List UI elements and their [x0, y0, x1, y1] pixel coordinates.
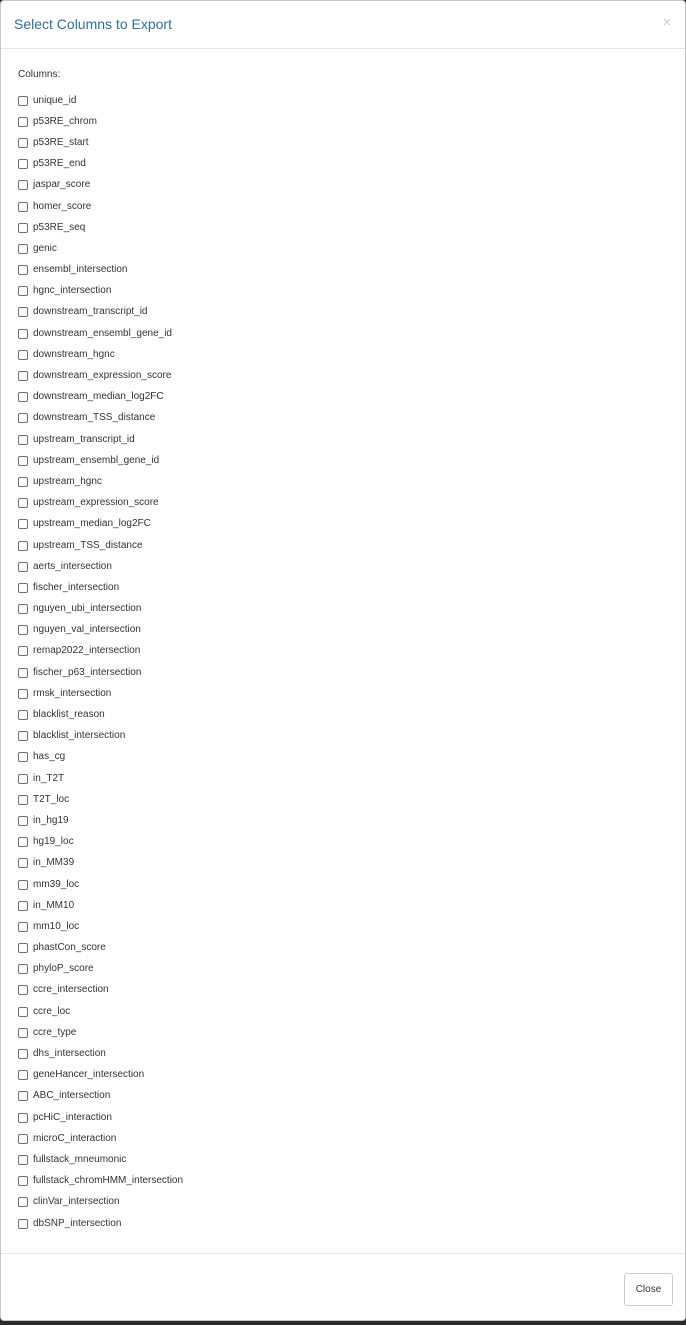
column-option[interactable]: [18, 662, 183, 683]
column-label: downstream_TSS_distance: [33, 412, 156, 424]
column-checkbox[interactable]: [18, 964, 28, 974]
column-option[interactable]: [18, 747, 183, 768]
column-label: nguyen_val_intersection: [33, 624, 141, 636]
column-option[interactable]: [18, 471, 183, 492]
modal-header: [1, 1, 685, 49]
column-checkbox[interactable]: [18, 689, 28, 699]
close-button[interactable]: Close: [624, 1273, 673, 1306]
column-label: in_MM10: [33, 899, 75, 911]
column-label: fullstack_mneumonic: [33, 1153, 127, 1165]
column-checkbox[interactable]: [18, 329, 28, 339]
column-checkbox[interactable]: [18, 202, 28, 212]
column-checkbox[interactable]: [18, 943, 28, 953]
column-option[interactable]: [18, 111, 183, 132]
column-label: ABC_intersection: [33, 1090, 111, 1102]
column-option[interactable]: [18, 90, 183, 111]
column-option[interactable]: [18, 302, 183, 323]
column-option[interactable]: [18, 281, 183, 302]
column-checkbox[interactable]: [18, 1007, 28, 1017]
column-option[interactable]: [18, 853, 183, 874]
column-option[interactable]: [18, 450, 183, 471]
column-checkbox[interactable]: [18, 837, 28, 847]
column-label: nguyen_ubi_intersection: [33, 603, 142, 615]
column-checkbox[interactable]: [18, 413, 28, 423]
column-label: fischer_intersection: [33, 581, 120, 593]
column-label: downstream_median_log2FC: [33, 391, 164, 403]
column-option[interactable]: [18, 577, 183, 598]
columns-label: Columns:: [18, 69, 61, 80]
column-option[interactable]: [18, 789, 183, 810]
column-option[interactable]: [18, 1086, 183, 1107]
column-option[interactable]: [18, 916, 183, 937]
column-checkbox[interactable]: [18, 710, 28, 720]
column-label: downstream_hgnc: [33, 348, 115, 360]
column-checkbox[interactable]: [18, 625, 28, 635]
column-checkbox[interactable]: [18, 159, 28, 169]
column-label: pcHiC_interaction: [33, 1111, 112, 1123]
column-checkbox[interactable]: [18, 816, 28, 826]
column-option[interactable]: [18, 641, 183, 662]
column-option[interactable]: [18, 599, 183, 620]
column-label: dbSNP_intersection: [33, 1217, 122, 1229]
column-checkbox[interactable]: [18, 371, 28, 381]
column-checkbox[interactable]: [18, 985, 28, 995]
column-label: microC_interaction: [33, 1132, 117, 1144]
column-label: fischer_p63_intersection: [33, 666, 142, 678]
column-checkbox[interactable]: [18, 477, 28, 487]
column-label: fullstack_chromHMM_intersection: [33, 1175, 184, 1187]
column-checkbox[interactable]: [18, 795, 28, 805]
column-option[interactable]: [18, 493, 183, 514]
column-checkbox[interactable]: [18, 562, 28, 572]
column-label: hg19_loc: [33, 836, 74, 848]
column-option[interactable]: [18, 365, 183, 386]
column-checkbox[interactable]: [18, 1197, 28, 1207]
column-label: homer_score: [33, 200, 92, 212]
column-label: blacklist_intersection: [33, 730, 126, 742]
column-option[interactable]: [18, 1171, 183, 1192]
column-option[interactable]: [18, 620, 183, 641]
column-label: T2T_loc: [33, 793, 70, 805]
column-label: blacklist_reason: [33, 709, 105, 721]
column-option[interactable]: [18, 1128, 183, 1149]
column-checkbox[interactable]: [18, 901, 28, 911]
column-option[interactable]: [18, 683, 183, 704]
column-label: upstream_median_log2FC: [33, 518, 151, 530]
column-checkbox[interactable]: [18, 752, 28, 762]
close-icon[interactable]: ×: [662, 14, 672, 31]
column-option[interactable]: [18, 196, 183, 217]
column-checkbox[interactable]: [18, 1134, 28, 1144]
column-label: upstream_expression_score: [33, 497, 159, 509]
column-checkbox[interactable]: [18, 774, 28, 784]
column-label: in_T2T: [33, 772, 65, 784]
column-checkbox[interactable]: [18, 456, 28, 466]
column-option[interactable]: [18, 154, 183, 175]
column-label: jaspar_score: [33, 179, 91, 191]
column-option[interactable]: [18, 726, 183, 747]
column-checkbox[interactable]: [18, 435, 28, 445]
column-checkbox[interactable]: [18, 1176, 28, 1186]
column-label: clinVar_intersection: [33, 1196, 120, 1208]
column-option[interactable]: [18, 768, 183, 789]
column-option[interactable]: [18, 1001, 183, 1022]
column-list: [18, 90, 183, 1234]
column-option[interactable]: [18, 408, 183, 429]
column-option[interactable]: [18, 1022, 183, 1043]
column-option[interactable]: [18, 556, 183, 577]
column-option[interactable]: [18, 429, 183, 450]
modal-title: Select Columns to Export: [14, 16, 172, 32]
column-option[interactable]: [18, 132, 183, 153]
column-checkbox[interactable]: [18, 880, 28, 890]
column-option[interactable]: [18, 387, 183, 408]
column-option[interactable]: [18, 260, 183, 281]
column-option[interactable]: [18, 1065, 183, 1086]
column-label: has_cg: [33, 751, 66, 763]
column-checkbox[interactable]: [18, 96, 28, 106]
column-option[interactable]: [18, 323, 183, 344]
column-option[interactable]: [18, 1149, 183, 1170]
column-label: genic: [33, 242, 57, 254]
column-label: ccre_intersection: [33, 984, 109, 996]
column-option[interactable]: [18, 959, 183, 980]
modal-body: [1, 49, 685, 1253]
column-label: in_hg19: [33, 814, 69, 826]
column-checkbox[interactable]: [18, 392, 28, 402]
column-option[interactable]: [18, 874, 183, 895]
column-option[interactable]: [18, 175, 183, 196]
column-checkbox[interactable]: [18, 117, 28, 127]
column-checkbox[interactable]: [18, 498, 28, 508]
column-option[interactable]: [18, 344, 183, 365]
column-label: downstream_transcript_id: [33, 306, 148, 318]
column-option[interactable]: [18, 832, 183, 853]
column-checkbox[interactable]: [18, 1028, 28, 1038]
column-label: mm10_loc: [33, 920, 80, 932]
column-label: geneHancer_intersection: [33, 1069, 145, 1081]
column-option[interactable]: [18, 217, 183, 238]
column-option[interactable]: [18, 1107, 183, 1128]
column-option[interactable]: [18, 535, 183, 556]
column-option[interactable]: [18, 1043, 183, 1064]
column-option[interactable]: [18, 895, 183, 916]
column-option[interactable]: [18, 514, 183, 535]
column-label: dhs_intersection: [33, 1048, 106, 1060]
column-label: ensembl_intersection: [33, 264, 128, 276]
column-label: remap2022_intersection: [33, 645, 141, 657]
modal-footer: [1, 1253, 685, 1321]
column-option[interactable]: [18, 980, 183, 1001]
column-checkbox[interactable]: [18, 541, 28, 551]
column-checkbox[interactable]: [18, 583, 28, 593]
column-option[interactable]: [18, 810, 183, 831]
column-label: downstream_expression_score: [33, 370, 172, 382]
column-label: p53RE_chrom: [33, 115, 97, 127]
column-label: ccre_type: [33, 1026, 77, 1038]
column-label: phyloP_score: [33, 963, 94, 975]
column-checkbox[interactable]: [18, 646, 28, 656]
column-checkbox[interactable]: [18, 1219, 28, 1229]
column-label: p53RE_seq: [33, 221, 86, 233]
column-option[interactable]: [18, 238, 183, 259]
column-label: aerts_intersection: [33, 560, 112, 572]
column-label: upstream_hgnc: [33, 475, 102, 487]
column-label: hgnc_intersection: [33, 285, 112, 297]
column-checkbox[interactable]: [18, 922, 28, 932]
column-option[interactable]: [18, 1213, 183, 1234]
column-checkbox[interactable]: [18, 1113, 28, 1123]
column-checkbox[interactable]: [18, 604, 28, 614]
column-option[interactable]: [18, 1192, 183, 1213]
column-checkbox[interactable]: [18, 731, 28, 741]
column-checkbox[interactable]: [18, 858, 28, 868]
column-checkbox[interactable]: [18, 1070, 28, 1080]
column-label: in_MM39: [33, 857, 75, 869]
column-option[interactable]: [18, 938, 183, 959]
column-label: downstream_ensembl_gene_id: [33, 327, 172, 339]
column-option[interactable]: [18, 704, 183, 725]
column-checkbox[interactable]: [18, 668, 28, 678]
column-checkbox[interactable]: [18, 223, 28, 233]
column-checkbox[interactable]: [18, 307, 28, 317]
column-label: upstream_TSS_distance: [33, 539, 143, 551]
column-label: unique_id: [33, 94, 77, 106]
column-label: p53RE_end: [33, 158, 86, 170]
column-label: ccre_loc: [33, 1005, 71, 1017]
column-label: rmsk_intersection: [33, 687, 112, 699]
column-checkbox[interactable]: [18, 265, 28, 275]
column-checkbox[interactable]: [18, 519, 28, 529]
column-checkbox[interactable]: [18, 1049, 28, 1059]
column-checkbox[interactable]: [18, 286, 28, 296]
column-checkbox[interactable]: [18, 1091, 28, 1101]
column-checkbox[interactable]: [18, 180, 28, 190]
column-label: mm39_loc: [33, 878, 80, 890]
column-label: upstream_transcript_id: [33, 433, 135, 445]
column-checkbox[interactable]: [18, 244, 28, 254]
column-checkbox[interactable]: [18, 350, 28, 360]
column-label: phastCon_score: [33, 942, 106, 954]
column-label: p53RE_start: [33, 136, 89, 148]
column-label: upstream_ensembl_gene_id: [33, 454, 160, 466]
column-checkbox[interactable]: [18, 1155, 28, 1165]
column-checkbox[interactable]: [18, 138, 28, 148]
